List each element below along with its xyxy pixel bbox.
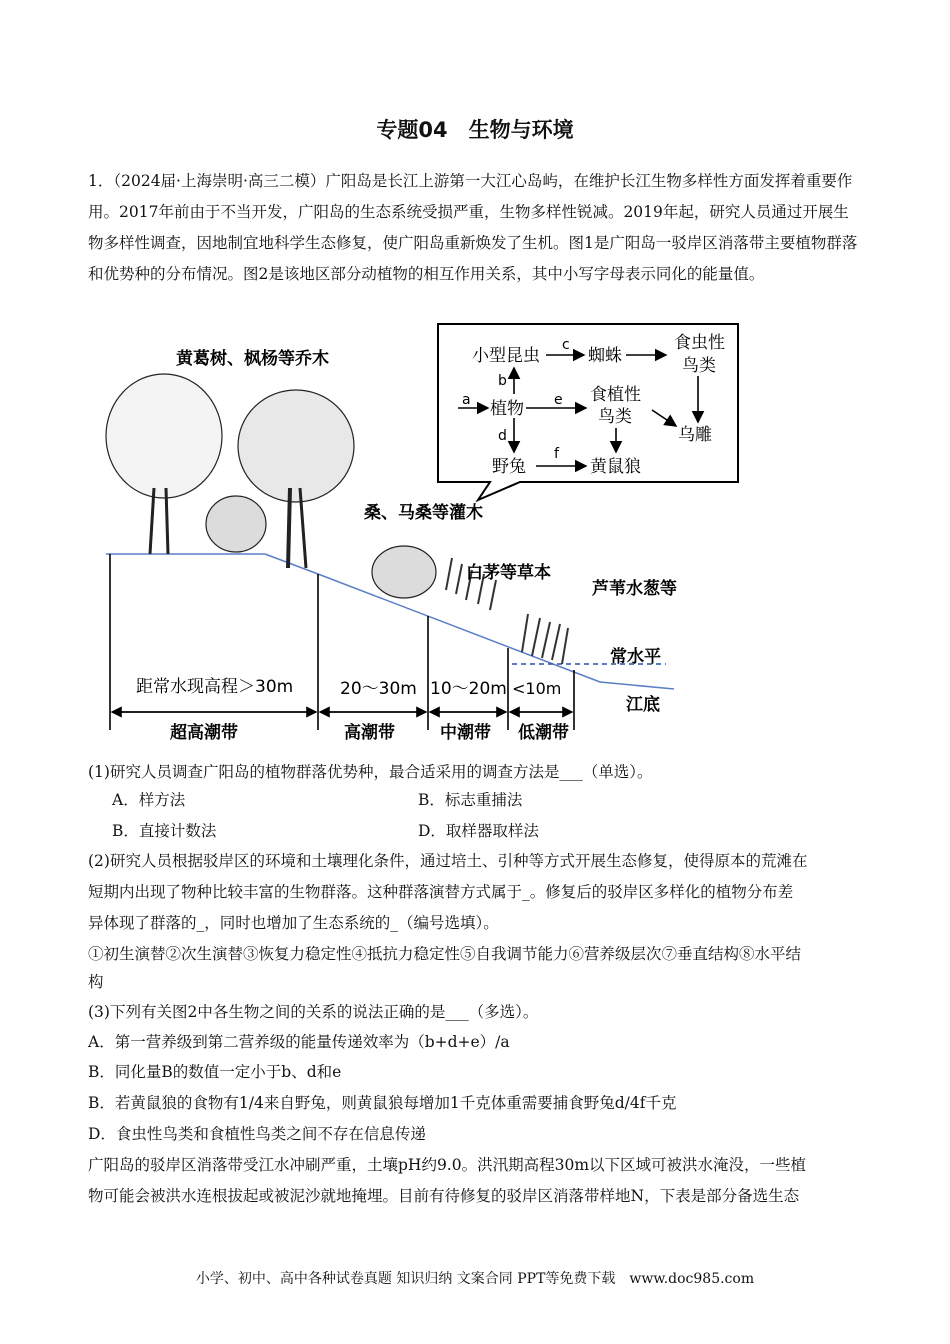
- fw-label-b: b: [498, 373, 507, 389]
- q2-line-3: 异体现了群落的_，同时也增加了生态系统的_（编号选填）。: [88, 914, 499, 932]
- label-river-bed: 江底: [626, 695, 660, 715]
- q3-option-b2: B．若黄鼠狼的食物有1/4来自野兔，则黄鼠狼每增加1千克体重需要捕食野兔d/4f千克: [88, 1094, 677, 1112]
- zone-1-name: 超高潮带: [170, 723, 238, 743]
- q1-option-b1: B．标志重捕法: [418, 791, 523, 809]
- zone-2-height: 20～30m: [340, 679, 417, 699]
- food-web-diagram: [438, 324, 738, 500]
- fw-insectivore: 食虫性: [674, 333, 725, 353]
- fw-spider: 蜘蛛: [588, 346, 622, 366]
- q3-option-d: D．食虫性鸟类和食植性鸟类之间不存在信息传递: [88, 1125, 426, 1143]
- fw-herbivore-2: 鸟类: [598, 407, 632, 427]
- fw-label-c: c: [562, 337, 570, 353]
- page-title: 专题04 生物与环境: [376, 118, 574, 142]
- q3-stem: (3)下列有关图2中各生物之间的关系的说法正确的是___（多选）。: [88, 1003, 539, 1021]
- fw-insectivore-2: 鸟类: [682, 356, 716, 376]
- fw-eagle: 乌雕: [678, 425, 712, 445]
- fw-plant: 植物: [490, 399, 524, 419]
- q2-line-2: 短期内出现了物种比较丰富的生物群落。这种群落演替方式属于_。修复后的驳岸区多样化的植物分布差: [88, 883, 794, 901]
- fw-weasel: 黄鼠狼: [590, 457, 641, 477]
- page-footer: 小学、初中、高中各种试卷真题 知识归纳 文案合同 PPT等免费下载 www.doc985.com: [195, 1271, 755, 1287]
- ecology-figure: [100, 318, 740, 748]
- label-grass: 白茅等草本: [466, 563, 551, 583]
- label-normal-water: 常水平: [610, 647, 661, 667]
- zone-2-name: 高潮带: [344, 723, 395, 743]
- q1-option-a: A．样方法: [112, 791, 186, 809]
- label-trees: 黄葛树、枫杨等乔木: [176, 349, 329, 369]
- zone-1-height: 距常水现高程＞30m: [136, 677, 294, 697]
- label-shrubs: 桑、马桑等灌木: [364, 503, 483, 523]
- fw-herbivore: 食植性: [590, 385, 641, 405]
- q1-option-b2: B．直接计数法: [112, 822, 217, 840]
- q3-option-b1: B．同化量B的数值一定小于b、d和e: [88, 1063, 342, 1081]
- fw-label-e: e: [554, 392, 563, 408]
- fw-label-d: d: [498, 428, 507, 444]
- tail-line-2: 物可能会被洪水连根拔起或被泥沙就地掩埋。目前有待修复的驳岸区消落带样地N，下表是部分备选生态: [88, 1187, 800, 1205]
- zone-3-height: 10～20m: [430, 679, 507, 699]
- zone-3-name: 中潮带: [440, 723, 491, 743]
- tail-line-1: 广阳岛的驳岸区消落带受江水冲刷严重，土壤pH约9.0。洪汛期高程30m以下区域可被洪水淹没，一些植: [88, 1156, 807, 1174]
- q3-option-a: A．第一营养级到第二营养级的能量传递效率为（b+d+e）/a: [88, 1033, 510, 1051]
- zone-4-height: <10m: [512, 679, 562, 698]
- q2-line-5: 构: [88, 973, 104, 991]
- label-reed: 芦苇水葱等: [592, 579, 677, 599]
- zone-4-name: 低潮带: [518, 723, 569, 743]
- q2-line-4: ①初生演替②次生演替③恢复力稳定性④抵抗力稳定性⑤自我调节能力⑥营养级层次⑦垂直结构⑧水平结: [88, 945, 802, 963]
- fw-label-f: f: [554, 446, 559, 462]
- q1-option-d: D．取样器取样法: [418, 822, 539, 840]
- q1-stem: (1)研究人员调查广阳岛的植物群落优势种，最合适采用的调查方法是___（单选）。: [88, 763, 653, 781]
- fw-label-a: a: [462, 392, 471, 408]
- fw-rabbit: 野兔: [492, 457, 526, 477]
- question-1-intro: 1．（2024届·上海崇明·高三二模）广阳岛是长江上游第一大江心岛屿，在维护长江生物多样性方面发挥着重要作用。2017年前由于不当开发，广阳岛的生态系统受损严重，生物多样性锐减。2019年起，研究人员通过开展生物多样性调查，因地制宜地科学生态修复，使广阳岛重新焕发了生机。图1是广阳岛一驳岸区消落带主要植物群落和优势种的分布情况。图2是该地区部分动植物的相互作用关系，其中小写字母表示同化的能量值。: [88, 172, 858, 283]
- q2-line-1: (2)研究人员根据驳岸区的环境和土壤理化条件，通过培土、引种等方式开展生态修复，使得原本的荒滩在: [88, 852, 808, 870]
- fw-insect: 小型昆虫: [472, 346, 540, 366]
